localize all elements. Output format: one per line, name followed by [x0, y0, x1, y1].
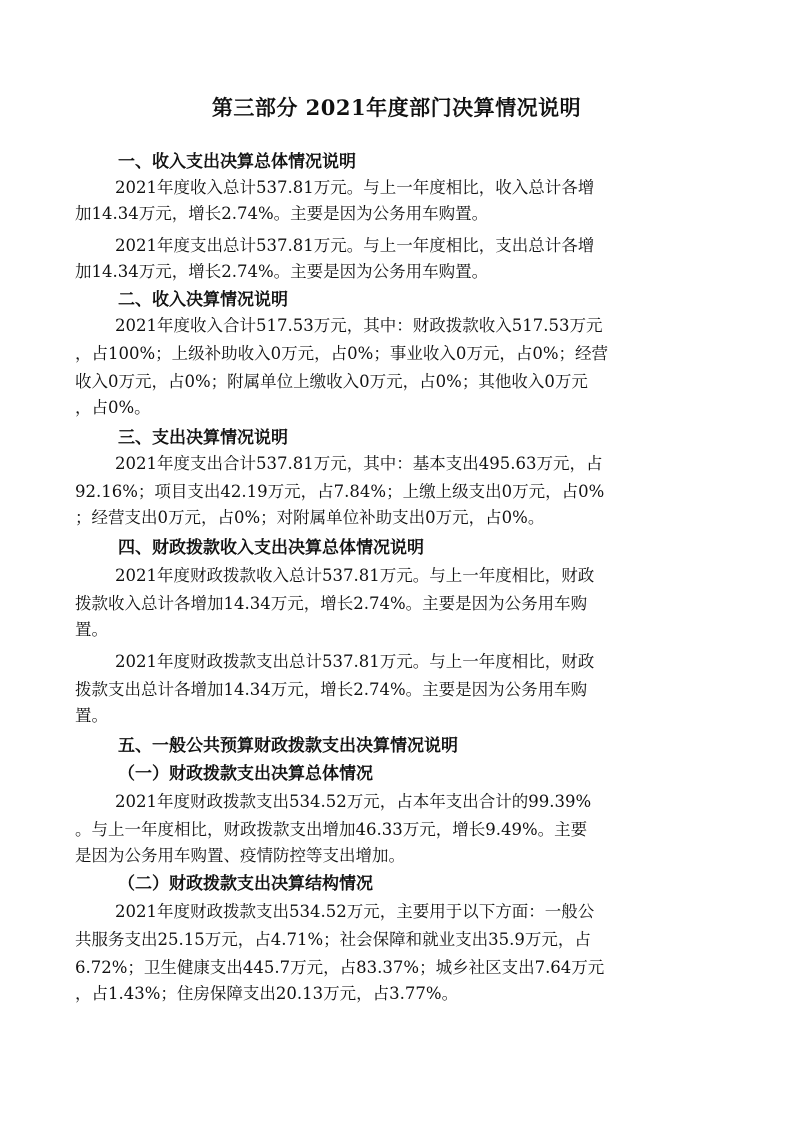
paragraph-line: 2021年度财政拨款支出总计537.81万元。与上一年度相比，财政 — [115, 652, 595, 671]
section-heading-2: 二、收入决算情况说明 — [118, 290, 288, 310]
paragraph-line: 2021年度支出合计537.81万元，其中：基本支出495.63万元，占 — [115, 454, 603, 473]
subsection-heading-1: （一）财政拨款支出决算总体情况 — [118, 764, 373, 784]
paragraph-line: ，占100%；上级补助收入0万元，占0%；事业收入0万元，占0%；经营 — [75, 344, 609, 363]
paragraph-line: 收入0万元，占0%；附属单位上缴收入0万元，占0%；其他收入0万元 — [75, 372, 588, 391]
paragraph-line: 加14.34万元，增长2.74%。主要是因为公务用车购置。 — [75, 262, 489, 281]
paragraph-line: 共服务支出25.15万元，占4.71%；社会保障和就业支出35.9万元，占 — [75, 930, 591, 949]
paragraph-line: 2021年度财政拨款支出534.52万元，占本年支出合计的99.39% — [115, 792, 592, 811]
paragraph-line: 2021年度支出总计537.81万元。与上一年度相比，支出总计各增 — [115, 236, 595, 255]
subsection-heading-2: （二）财政拨款支出决算结构情况 — [118, 874, 373, 894]
paragraph-line: 置。 — [75, 706, 108, 725]
paragraph-line: 2021年度收入合计517.53万元，其中：财政拨款收入517.53万元 — [115, 316, 603, 335]
section-heading-4: 四、财政拨款收入支出决算总体情况说明 — [118, 538, 424, 558]
paragraph-line: ；经营支出0万元，占0%；对附属单位补助支出0万元，占0%。 — [75, 508, 545, 527]
page-title: 第三部分 2021年度部门决算情况说明 — [211, 95, 582, 120]
paragraph-line: 92.16%；项目支出42.19万元，占7.84%；上缴上级支出0万元，占0% — [75, 482, 605, 501]
paragraph-line: 加14.34万元，增长2.74%。主要是因为公务用车购置。 — [75, 204, 489, 223]
paragraph-line: 2021年度财政拨款支出534.52万元，主要用于以下方面：一般公 — [115, 902, 595, 921]
paragraph-line: 2021年度财政拨款收入总计537.81万元。与上一年度相比，财政 — [115, 566, 595, 585]
section-heading-5: 五、一般公共预算财政拨款支出决算情况说明 — [118, 736, 458, 756]
paragraph-line: ，占1.43%；住房保障支出20.13万元，占3.77%。 — [75, 984, 459, 1003]
paragraph-line: 。与上一年度相比，财政拨款支出增加46.33万元，增长9.49%。主要 — [75, 820, 588, 839]
paragraph-line: 2021年度收入总计537.81万元。与上一年度相比，收入总计各增 — [115, 178, 595, 197]
section-heading-3: 三、支出决算情况说明 — [118, 428, 288, 448]
paragraph-line: 置。 — [75, 620, 108, 639]
section-heading-1: 一、收入支出决算总体情况说明 — [118, 152, 356, 172]
paragraph-line: 拨款支出总计各增加14.34万元，增长2.74%。主要是因为公务用车购 — [75, 680, 588, 699]
paragraph-line: 拨款收入总计各增加14.34万元，增长2.74%。主要是因为公务用车购 — [75, 594, 588, 613]
paragraph-line: 6.72%；卫生健康支出445.7万元，占83.37%；城乡社区支出7.64万元 — [75, 958, 605, 977]
paragraph-line: ，占0%。 — [75, 398, 151, 417]
paragraph-line: 是因为公务用车购置、疫情防控等支出增加。 — [75, 846, 405, 865]
